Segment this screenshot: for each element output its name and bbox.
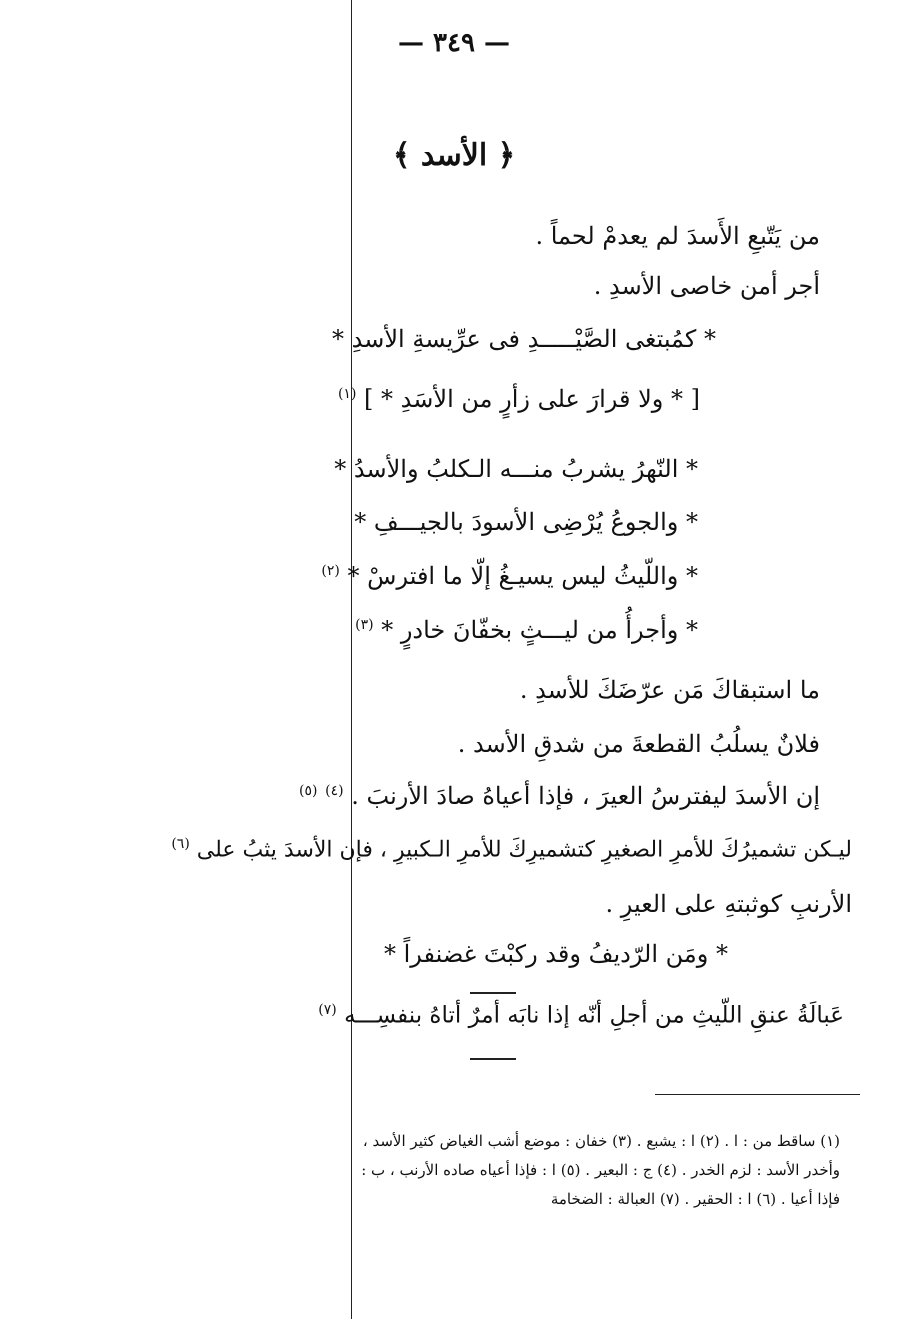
proverb-line: الأرنبِ كوثبتهِ على العيرِ . [605, 890, 852, 918]
verse-line: * النّهرُ يشربُ منـــه الـكلبُ والأسدُ * [334, 455, 698, 483]
verse-line [355, 616, 698, 644]
verse-text: [ * ولا قرارَ على زأرٍ من الأسَدِ * ] [364, 385, 700, 413]
proverb-line: ما استبقاكَ مَن عرّضَكَ للأسدِ . [519, 676, 820, 704]
proverb-text: ليـكن تشميرُكَ للأمرِ الصغيرِ كتشميرِكَ للأمرِ الـكبيرِ ، فإن الأسدَ يثبُ على [196, 837, 852, 863]
footnote-line: فإذا أعيا . (٦) ا : الحقير . (٧) العبالة : الضخامة [550, 1190, 840, 1208]
verse-text: * واللّيثُ ليس يسيـغُ إلّا ما افترسْ * [347, 562, 698, 590]
proverb-line: فلانٌ يسلُبُ القطعةَ من شدقِ الأسد . [457, 730, 820, 758]
note-ref: (٧) [318, 1002, 337, 1018]
verse-line: * والجوعُ يُرْضِى الأسودَ بالجيـــفِ * [354, 508, 698, 536]
footnote-separator [655, 1094, 860, 1095]
verse-text: عَبالَةُ عنقِ اللّيثِ من أجلِ أنّه إذا نابَه أمرٌ أتاهُ بنفسِـــه [344, 1002, 844, 1029]
proverb-line [299, 782, 820, 810]
section-title: ﴿ الأسد ﴾ [392, 138, 516, 173]
note-ref: (٥) [299, 783, 318, 799]
scan-gutter-line [351, 0, 352, 1319]
verse-line: * ومَن الرّديفُ وقد ركبْتَ غضنفراً * [383, 940, 728, 968]
proverb-line: أجر أمن خاصى الأسدِ . [593, 272, 820, 300]
verse-line [321, 562, 698, 590]
footnote-line: وأخدر الأسد : لزم الخدر . (٤) ج : البعير . (٥) ا : فإذا أعياه صاده الأرنب ، ب : [361, 1161, 840, 1179]
proverb-line: من يَتّبعِ الأَسدَ لم يعدمْ لحماً . [535, 222, 820, 250]
note-ref: (١) [337, 386, 357, 402]
proverb-line [171, 836, 852, 862]
verse-text: * وأجرأُ من ليـــثٍ بخفّانَ خادرٍ * [381, 616, 698, 644]
note-ref: (٦) [171, 836, 190, 852]
note-ref: (٣) [355, 617, 374, 633]
decorative-rule [470, 1058, 516, 1060]
decorative-rule [470, 992, 516, 994]
note-ref: (٤) [325, 783, 344, 799]
verse-line [338, 385, 700, 413]
footnote-line: (١) ساقط من : ا . (٢) ا : يشبع . (٣) خفان : موضع أشب الغياض كثير الأسد ، [362, 1132, 840, 1150]
page-number: — ٣٤٩ — [397, 28, 511, 58]
verse-line [318, 1002, 844, 1029]
note-ref: (٢) [321, 563, 340, 579]
verse-line: * كمُبتغى الصَّيْـــــدِ فى عرِّيسةِ الأسدِ * [332, 325, 716, 353]
proverb-text: إن الأسدَ ليفترسُ العيرَ ، فإذا أعياهُ صادَ الأرنبَ . [351, 782, 820, 810]
